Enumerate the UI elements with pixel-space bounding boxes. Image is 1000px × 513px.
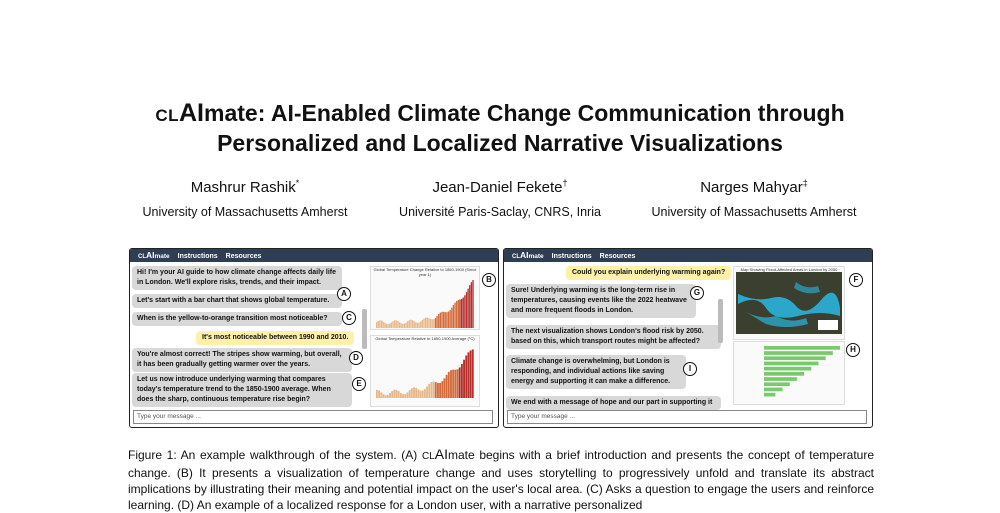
mini-bar bbox=[450, 310, 451, 328]
caption-label: Figure 1: bbox=[128, 448, 177, 462]
caption-brand-rest: mate bbox=[447, 448, 475, 462]
map-flood-london bbox=[733, 266, 845, 340]
mini-bar bbox=[411, 388, 413, 398]
author-affiliation: University of Massachusetts Amherst bbox=[142, 205, 348, 219]
ai-message-chart: Let's start with a bar chart that shows global temperature. bbox=[132, 294, 342, 308]
mini-bar bbox=[764, 351, 833, 355]
mini-bar bbox=[376, 322, 377, 328]
mini-bar bbox=[400, 393, 402, 398]
mini-bar bbox=[383, 394, 385, 398]
caption-text-2: begins with a brief introduction and presents the concept of temperature change. (B) It presents a visualization of temperature change and uses storytelling to progressively unfold and translate its abstract implications by illustrating their meaning and potential impact on the user's local area. (C) Asks a question to engage the users and reinforce learning. (D) An example of a localized response for a London user, with a narrative personalized bbox=[128, 448, 874, 512]
mini-bar bbox=[452, 370, 454, 398]
mini-bar bbox=[387, 324, 388, 328]
mini-bar bbox=[396, 390, 398, 398]
scrollbar[interactable] bbox=[718, 299, 723, 343]
mini-bar bbox=[378, 391, 380, 398]
mini-bar bbox=[410, 320, 411, 328]
mini-bar bbox=[463, 298, 464, 328]
temperature-bars-svg bbox=[373, 277, 477, 331]
mini-bar bbox=[451, 308, 452, 328]
mini-bar bbox=[435, 318, 436, 328]
mini-bar bbox=[764, 362, 818, 366]
mini-bar bbox=[428, 384, 430, 398]
mini-bar bbox=[472, 349, 474, 398]
mini-bar bbox=[430, 319, 431, 328]
menu-resources[interactable]: Resources bbox=[599, 253, 636, 260]
title-brand-small: CL bbox=[155, 106, 179, 125]
tag-d: D bbox=[349, 351, 363, 365]
mini-bar bbox=[764, 382, 790, 386]
author-mark: * bbox=[295, 178, 300, 188]
tag-g: G bbox=[690, 286, 704, 300]
mini-bar bbox=[764, 346, 840, 350]
mini-bar bbox=[433, 382, 435, 398]
tag-e: E bbox=[352, 377, 366, 391]
mini-bar bbox=[376, 390, 378, 398]
mini-bar bbox=[465, 356, 467, 398]
app-header bbox=[504, 249, 872, 262]
author-3 bbox=[624, 174, 884, 221]
tag-i: I bbox=[683, 362, 697, 376]
tag-c: C bbox=[342, 311, 356, 325]
message-input[interactable]: Type your message ... bbox=[133, 410, 493, 424]
menu-instructions[interactable]: Instructions bbox=[177, 253, 218, 260]
mini-bar bbox=[387, 395, 389, 398]
mini-bar bbox=[440, 313, 441, 328]
mini-bar bbox=[470, 350, 472, 398]
user-message: It's most noticeable between 1990 and 2010. bbox=[196, 331, 354, 345]
ai-message-feedback: You're almost correct! The stripes show warming, but overall, it has been gradually getting warmer over the years. bbox=[132, 348, 352, 372]
mini-bar bbox=[457, 369, 459, 398]
figure-caption bbox=[128, 446, 874, 513]
mini-bar bbox=[412, 320, 413, 328]
author-mark: ‡ bbox=[802, 178, 808, 188]
caption-brand-big: AI bbox=[434, 446, 448, 462]
mini-bar bbox=[378, 321, 379, 328]
mini-bar bbox=[417, 389, 419, 398]
mini-bar bbox=[422, 320, 423, 328]
menu-resources[interactable]: Resources bbox=[225, 253, 262, 260]
mini-bar bbox=[409, 390, 411, 398]
chart1-title: Global Temperature Change Relative to 1850-1900 (Since year 1) bbox=[373, 267, 477, 277]
mini-bar bbox=[413, 387, 415, 398]
mini-bar bbox=[441, 381, 443, 398]
mini-bar bbox=[415, 322, 416, 328]
mini-bar bbox=[384, 323, 385, 328]
mini-bar bbox=[436, 316, 437, 328]
app-header bbox=[130, 249, 498, 262]
mini-bar bbox=[764, 393, 775, 397]
ai-message-intro: Hi! I'm your AI guide to how climate change affects daily life in London. We'll explore risks, trends, and their impact. bbox=[132, 266, 342, 290]
mini-bar bbox=[402, 394, 404, 398]
title-brand-rest: mate bbox=[204, 100, 258, 126]
mini-bar bbox=[463, 360, 465, 398]
mini-bar bbox=[446, 375, 448, 398]
mini-bar bbox=[391, 391, 393, 398]
app-logo[interactable]: CLAImate bbox=[138, 250, 170, 260]
chat-panel-left bbox=[129, 248, 499, 428]
mini-bar bbox=[427, 318, 428, 328]
ai-message-end: We end with a message of hope and our part in supporting it bbox=[506, 396, 721, 410]
mini-bar bbox=[446, 312, 447, 328]
author-name: Narges Mahyar bbox=[700, 179, 803, 196]
mini-bar bbox=[466, 292, 467, 328]
mini-bar bbox=[444, 378, 446, 398]
mini-bar bbox=[379, 320, 380, 328]
mini-bar bbox=[389, 393, 391, 398]
mini-bar bbox=[394, 320, 395, 328]
author-name: Jean-Daniel Fekete bbox=[432, 179, 563, 196]
mini-bar bbox=[450, 370, 452, 398]
caption-brand-small: CL bbox=[421, 451, 435, 462]
title-brand-big: AI bbox=[179, 99, 204, 127]
author-mark: † bbox=[562, 178, 568, 188]
mini-bar bbox=[433, 319, 434, 328]
mini-bar bbox=[472, 280, 473, 328]
mini-bar bbox=[422, 391, 424, 398]
mini-bar bbox=[404, 394, 406, 398]
mini-bar bbox=[467, 352, 469, 398]
mini-bar bbox=[443, 312, 444, 328]
tag-h: H bbox=[846, 343, 860, 357]
mini-bar bbox=[423, 318, 424, 328]
app-logo[interactable]: CLAImate bbox=[512, 250, 544, 260]
mini-bar bbox=[415, 388, 417, 398]
mini-bar bbox=[448, 372, 450, 398]
chart-temperature-bars bbox=[370, 266, 480, 330]
mini-bar bbox=[385, 395, 387, 398]
mini-bar bbox=[402, 324, 403, 328]
mini-bar bbox=[437, 383, 439, 398]
author-affiliation: University of Massachusetts Amherst bbox=[651, 205, 857, 219]
mini-bar bbox=[464, 295, 465, 328]
mini-bar bbox=[764, 372, 804, 376]
mini-bar bbox=[381, 321, 382, 328]
chart2-title: Global Temperature Relative to 1850-1900 Average (°C) bbox=[375, 336, 475, 341]
transport-bars-svg bbox=[736, 342, 842, 402]
author-affiliation: Université Paris-Saclay, CNRS, Inria bbox=[399, 205, 601, 219]
mini-bar bbox=[430, 382, 432, 398]
menu-instructions[interactable]: Instructions bbox=[551, 253, 592, 260]
mini-bar bbox=[409, 320, 410, 328]
author-2 bbox=[370, 174, 630, 221]
mini-bar bbox=[398, 391, 400, 398]
user-message: Could you explain underlying warming again? bbox=[566, 266, 731, 280]
mini-bar bbox=[764, 356, 826, 360]
mini-bar bbox=[456, 301, 457, 328]
mini-bar bbox=[420, 321, 421, 328]
tag-b: B bbox=[482, 273, 496, 287]
mini-bar bbox=[417, 323, 418, 328]
mini-bar bbox=[420, 391, 422, 398]
scrollbar[interactable] bbox=[362, 309, 367, 349]
message-input[interactable]: Type your message ... bbox=[507, 410, 867, 424]
warming-bars-svg bbox=[373, 341, 477, 401]
mini-bar bbox=[406, 392, 408, 398]
mini-bar bbox=[428, 318, 429, 328]
caption-text-1: An example walkthrough of the system. (A) bbox=[176, 448, 422, 462]
author-1 bbox=[115, 174, 375, 221]
mini-bar bbox=[459, 299, 460, 328]
mini-bar bbox=[454, 370, 456, 398]
mini-bar bbox=[469, 285, 470, 328]
mini-bar bbox=[397, 321, 398, 328]
mini-bar bbox=[414, 321, 415, 328]
mini-bar bbox=[448, 312, 449, 328]
mini-bar bbox=[453, 305, 454, 328]
mini-bar bbox=[764, 367, 811, 371]
author-name: Mashrur Rashik bbox=[190, 179, 296, 196]
mini-bar bbox=[435, 382, 437, 398]
mini-bar bbox=[404, 324, 405, 328]
mini-bar bbox=[391, 323, 392, 328]
title-line1: : AI-Enabled Climate Change Communication through bbox=[257, 100, 845, 126]
mini-bar bbox=[380, 392, 382, 398]
ai-message-question: When is the yellow-to-orange transition most noticeable? bbox=[132, 312, 342, 326]
mini-bar bbox=[426, 387, 428, 398]
mini-bar bbox=[764, 388, 783, 392]
tag-a: A bbox=[337, 287, 351, 301]
paper-title bbox=[0, 98, 1000, 131]
mini-bar bbox=[461, 299, 462, 328]
flood-map-svg bbox=[736, 272, 842, 334]
chart-transport-risk bbox=[733, 341, 845, 405]
mini-bar bbox=[399, 322, 400, 328]
paper-title-line2: Personalized and Localized Narrative Visualizations bbox=[217, 130, 783, 156]
mini-bar bbox=[454, 303, 455, 328]
mini-bar bbox=[396, 320, 397, 328]
mini-bar bbox=[467, 289, 468, 328]
mini-bar bbox=[432, 319, 433, 328]
mini-bar bbox=[458, 300, 459, 328]
ai-message-hope: Climate change is overwhelming, but London is responding, and individual actions like saving energy and supporting it can make a difference. bbox=[506, 355, 686, 389]
mini-bar bbox=[445, 312, 446, 328]
map-title: Map Showing Flood-Affected Areas in London by 2050 bbox=[740, 267, 838, 272]
mini-bar bbox=[461, 364, 463, 398]
mini-bar bbox=[471, 282, 472, 328]
mini-bar bbox=[405, 323, 406, 328]
chat-panel-right bbox=[503, 248, 873, 428]
ai-message-flood: The next visualization shows London's flood risk by 2050. based on this, which transport routes might be affected? bbox=[506, 325, 721, 349]
ai-message-next: Let us now introduce underlying warming that compares today's temperature trend to the 1850-1900 average. When does the sharp, continuous temperature rise begin? bbox=[132, 373, 352, 407]
mini-bar bbox=[383, 321, 384, 328]
mini-bar bbox=[425, 318, 426, 328]
mini-bar bbox=[764, 377, 797, 381]
chart-underlying-warming bbox=[370, 335, 480, 407]
mini-bar bbox=[407, 321, 408, 328]
mini-bar bbox=[393, 390, 395, 398]
mini-bar bbox=[386, 324, 387, 328]
ai-message-explain: Sure! Underlying warming is the long-term rise in temperatures, causing events like the 2022 heatwave and more frequent floods in London. bbox=[506, 284, 696, 318]
mini-bar bbox=[392, 321, 393, 328]
mini-bar bbox=[438, 314, 439, 328]
mini-bar bbox=[439, 383, 441, 398]
tag-f: F bbox=[849, 273, 863, 287]
mini-bar bbox=[441, 312, 442, 328]
mini-bar bbox=[424, 389, 426, 398]
mini-bar bbox=[401, 323, 402, 328]
mini-bar bbox=[389, 324, 390, 328]
mini-bar bbox=[418, 323, 419, 328]
mini-bar bbox=[459, 367, 461, 398]
